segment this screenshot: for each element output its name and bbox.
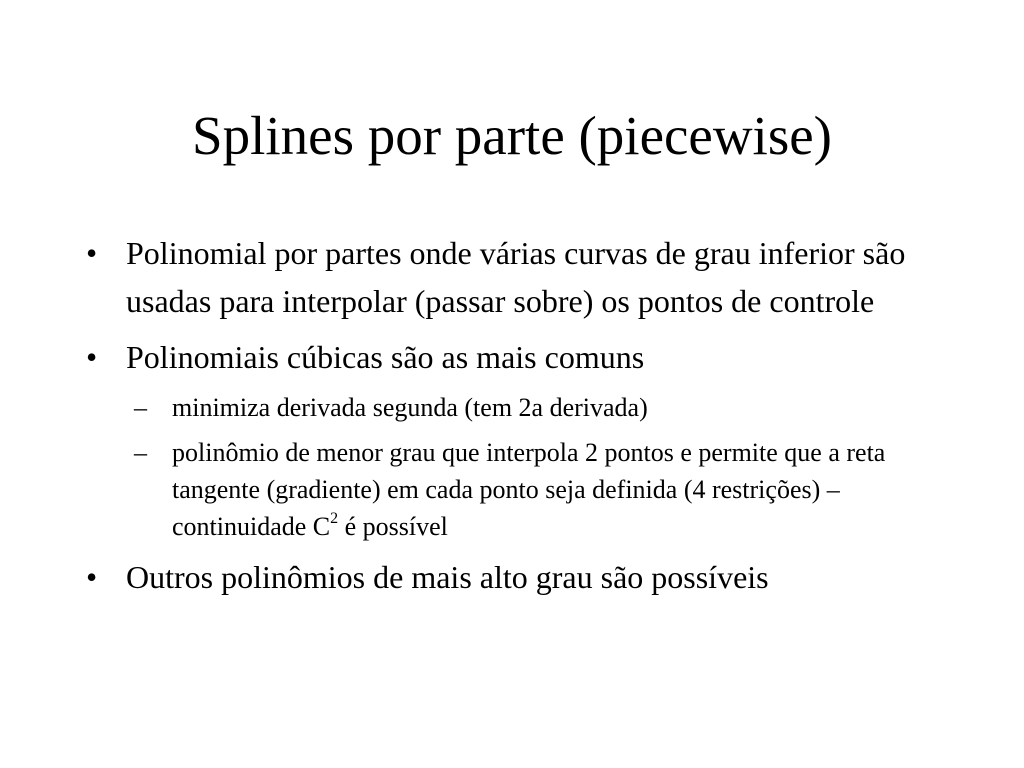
bullet-dot-icon: • <box>86 339 98 375</box>
bullet-dot-icon: • <box>86 559 98 595</box>
bullet-text: Outros polinômios de mais alto grau são possíveis <box>126 559 769 595</box>
sub-list-item <box>132 434 966 545</box>
sub-item-text: minimiza derivada segunda (tem 2a derivada) <box>172 393 648 422</box>
dash-icon: – <box>134 393 147 422</box>
bullet-item <box>86 553 966 601</box>
bullet-text: Polinomial por partes onde várias curvas de grau inferior são usadas para interpolar (passar sobre) os pontos de controle <box>126 235 906 319</box>
sub-item-suffix: é possível <box>338 512 448 541</box>
bullet-item <box>86 229 966 325</box>
superscript-two: 2 <box>330 510 339 528</box>
bullet-list <box>86 229 966 609</box>
bullet-text: Polinomiais cúbicas são as mais comuns <box>126 339 645 375</box>
sub-list <box>86 389 966 545</box>
sub-list-container <box>86 389 966 545</box>
sub-item-text: polinômio de menor grau que interpola 2 pontos e permite que a reta tangente (gradiente) em cada ponto seja definida (4 restrições) – continuidade C <box>172 438 886 541</box>
sub-list-item <box>132 389 966 426</box>
bullet-dot-icon: • <box>86 235 98 271</box>
bullet-item <box>86 333 966 381</box>
dash-icon: – <box>134 438 147 467</box>
slide-title: Splines por parte (piecewise) <box>192 105 832 166</box>
